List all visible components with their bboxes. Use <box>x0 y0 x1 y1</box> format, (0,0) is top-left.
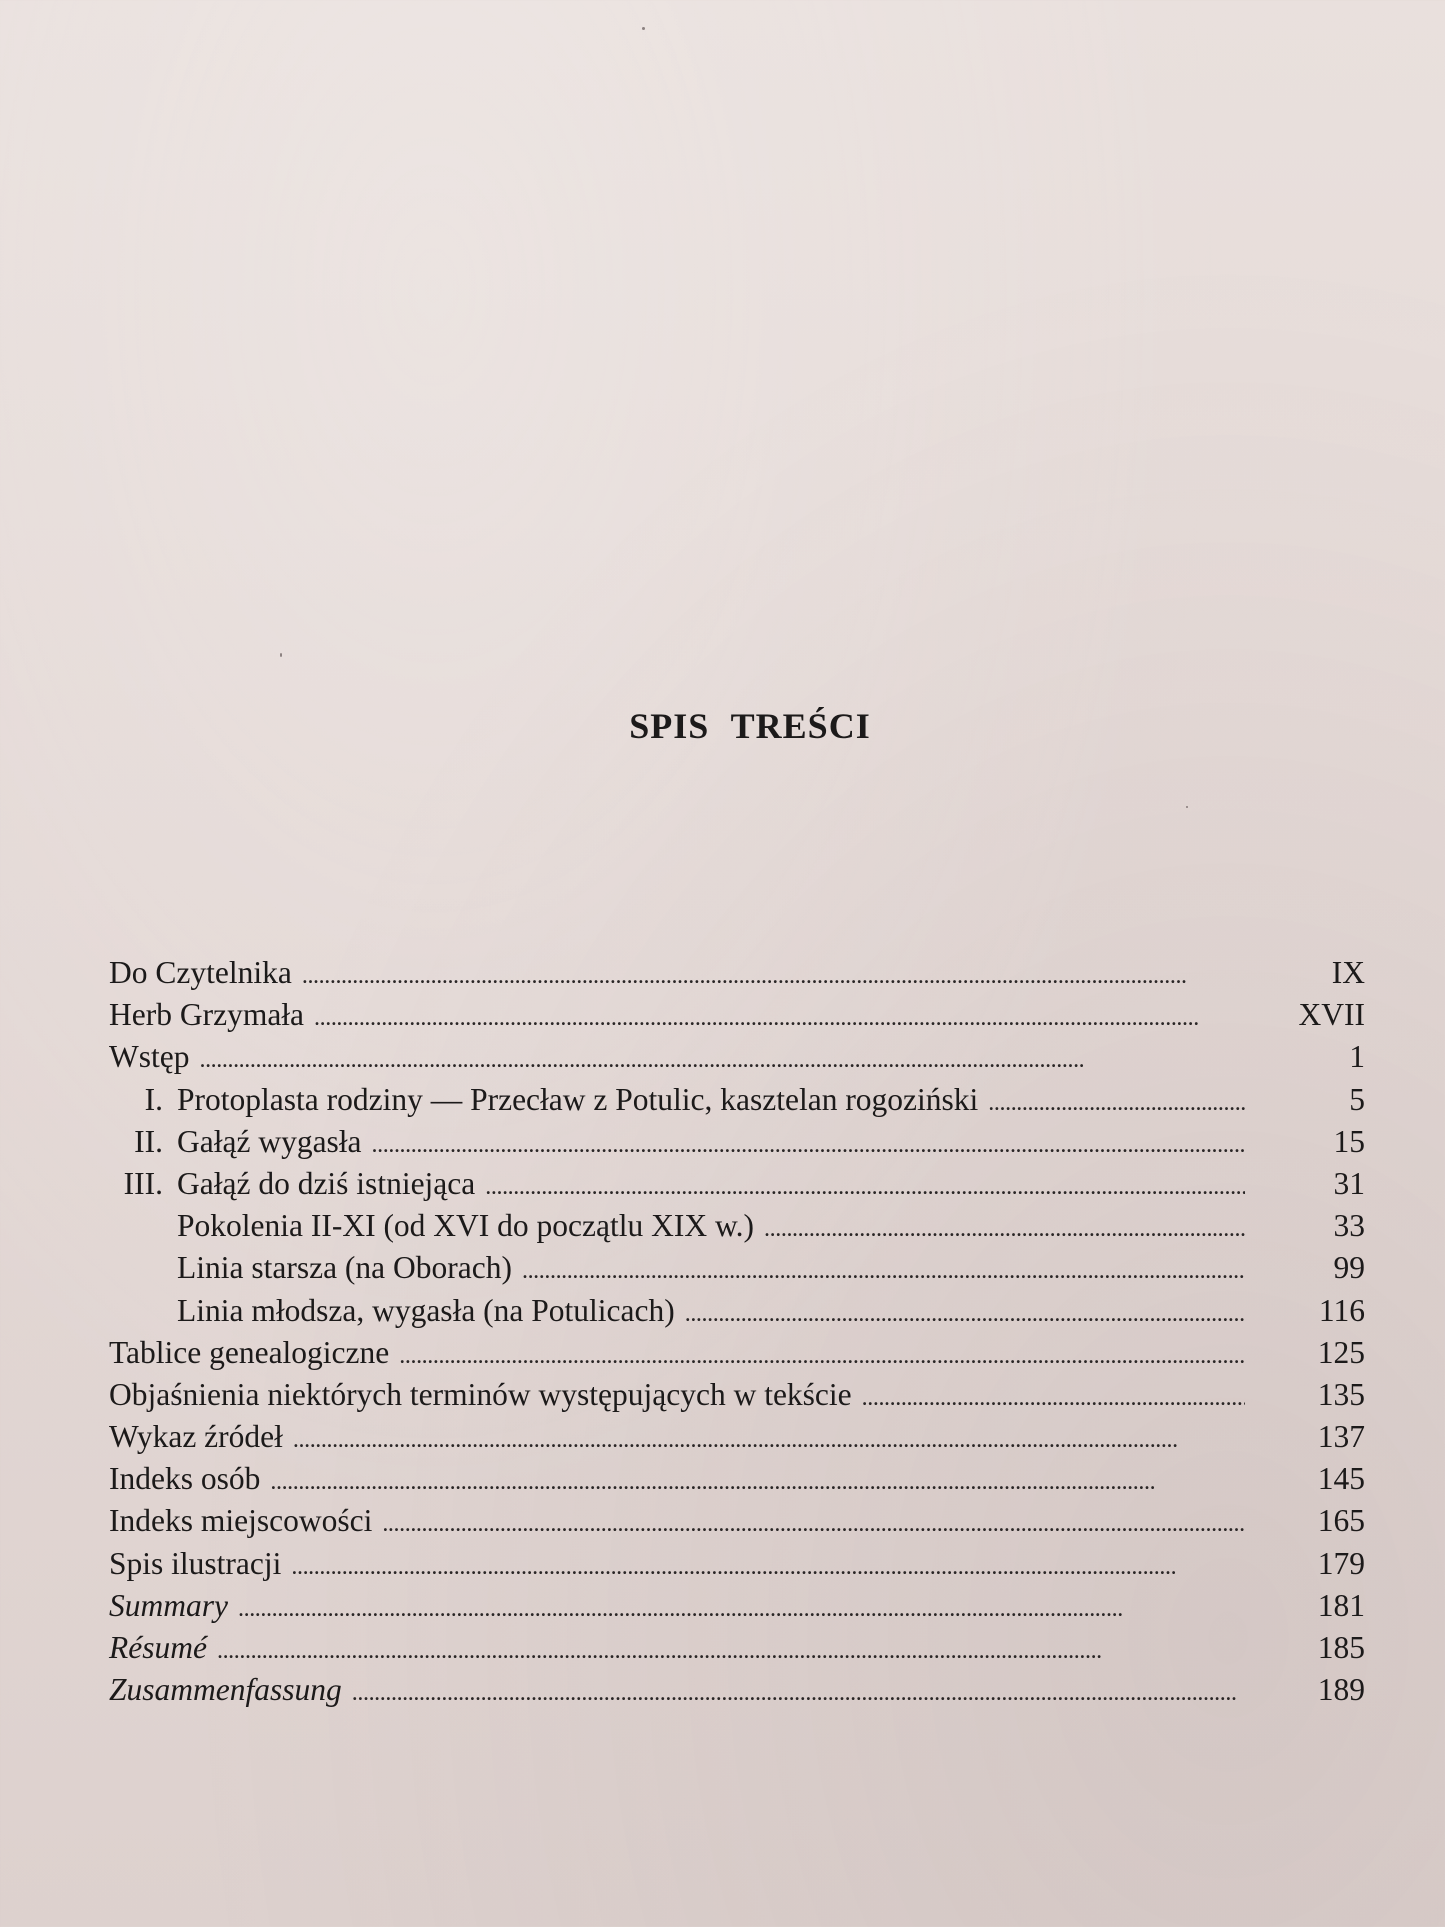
dot-leader <box>522 1250 1245 1292</box>
toc-entry-label: Do Czytelnika <box>109 955 292 990</box>
toc-entry <box>105 1163 1365 1205</box>
toc-entry-page: 137 <box>1317 1419 1365 1455</box>
toc-entry <box>105 1290 1365 1332</box>
toc-entry <box>105 1585 1365 1627</box>
toc-entry-page: 31 <box>1333 1165 1365 1201</box>
toc-entry <box>105 1332 1365 1374</box>
toc-entry-page: 165 <box>1317 1503 1365 1539</box>
toc-entry-label: Résumé <box>109 1630 207 1665</box>
dot-leader <box>293 1419 1245 1461</box>
toc-entry-label: Zusammenfassung <box>109 1672 342 1708</box>
dot-leader <box>302 955 1245 997</box>
toc-entry-label: Linia starsza (na Oborach) <box>177 1250 512 1286</box>
dot-leader <box>270 1461 1245 1503</box>
dot-leader <box>352 1672 1245 1714</box>
dot-leader <box>862 1377 1245 1419</box>
dot-leader <box>238 1588 1245 1630</box>
toc-list <box>105 952 1365 1711</box>
toc-entry-label: Wstęp <box>109 1039 190 1075</box>
toc-entry-page: 15 <box>1333 1123 1365 1159</box>
dot-leader <box>382 1503 1245 1545</box>
dot-leader <box>291 1546 1245 1588</box>
toc-entry <box>105 952 1365 994</box>
toc-entry <box>105 1121 1365 1163</box>
toc-entry <box>105 1374 1365 1416</box>
toc-entry-page: 1 <box>1349 1039 1365 1075</box>
dot-leader <box>399 1335 1245 1377</box>
toc-entry-label: Indeks osób <box>109 1461 261 1497</box>
toc-entry-label: Pokolenia II-XI (od XVI do początlu XIX w.) <box>177 1208 755 1244</box>
toc-entry-label: Summary <box>109 1587 228 1623</box>
toc-entry-page: XVII <box>1298 997 1365 1033</box>
toc-entry-label: Tablice genealogiczne <box>109 1334 390 1370</box>
toc-entry-label: Herb Grzymała <box>109 997 305 1033</box>
toc-entry <box>105 1079 1365 1121</box>
toc-entry-page: 189 <box>1317 1672 1365 1708</box>
toc-entry-number: II. <box>134 1123 163 1159</box>
toc-entry-number: III. <box>123 1165 163 1201</box>
toc-entry-page: IX <box>1331 955 1365 990</box>
dot-leader <box>485 1166 1245 1208</box>
toc-entry-label: Protoplasta rodziny — Przecław z Potulic, kasztelan rogoziński <box>177 1081 979 1117</box>
toc-title: SPIS TREŚCI <box>629 706 871 746</box>
toc-entry-label: Wykaz źródeł <box>109 1419 283 1455</box>
toc-entry-label: Spis ilustracji <box>109 1545 282 1581</box>
toc-entry <box>105 994 1365 1036</box>
toc-entry-page: 116 <box>1318 1292 1365 1328</box>
toc-entry <box>105 1416 1365 1458</box>
toc-entry-page: 185 <box>1317 1630 1365 1665</box>
toc-entry <box>105 1627 1365 1669</box>
paper-speck <box>642 27 645 30</box>
toc-entry-label: Linia młodsza, wygasła (na Potulicach) <box>177 1292 675 1328</box>
toc-entry <box>105 1036 1365 1078</box>
toc-entry-page: 33 <box>1333 1208 1365 1244</box>
dot-leader <box>217 1630 1245 1672</box>
toc-entry-number: I. <box>144 1081 163 1117</box>
dot-leader <box>199 1039 1245 1081</box>
toc-entry-page: 99 <box>1333 1250 1365 1286</box>
toc-entry-page: 145 <box>1317 1461 1365 1497</box>
dot-leader <box>988 1082 1245 1124</box>
toc-entry-label: Indeks miejscowości <box>109 1503 373 1539</box>
toc-entry-page: 179 <box>1317 1545 1365 1581</box>
dot-leader <box>372 1124 1245 1166</box>
toc-entry <box>105 1458 1365 1500</box>
toc-entry <box>105 1500 1365 1542</box>
toc-entry-page: 5 <box>1349 1081 1365 1117</box>
toc-entry <box>105 1669 1365 1711</box>
paper-speck <box>1186 806 1188 808</box>
paper-speck <box>280 653 282 657</box>
dot-leader <box>685 1293 1245 1335</box>
toc-entry <box>105 1543 1365 1585</box>
toc-entry <box>105 1205 1365 1247</box>
toc-entry <box>105 1247 1365 1289</box>
toc-entry-page: 181 <box>1317 1587 1365 1623</box>
toc-entry-label: Gałąź wygasła <box>177 1123 362 1159</box>
dot-leader <box>764 1208 1245 1250</box>
dot-leader <box>314 997 1245 1039</box>
toc-entry-page: 135 <box>1317 1376 1365 1412</box>
toc-entry-page: 125 <box>1317 1334 1365 1370</box>
toc-entry-label: Objaśnienia niektórych terminów występujących w tekście <box>109 1376 852 1412</box>
toc-entry-label: Gałąź do dziś istniejąca <box>177 1165 476 1201</box>
